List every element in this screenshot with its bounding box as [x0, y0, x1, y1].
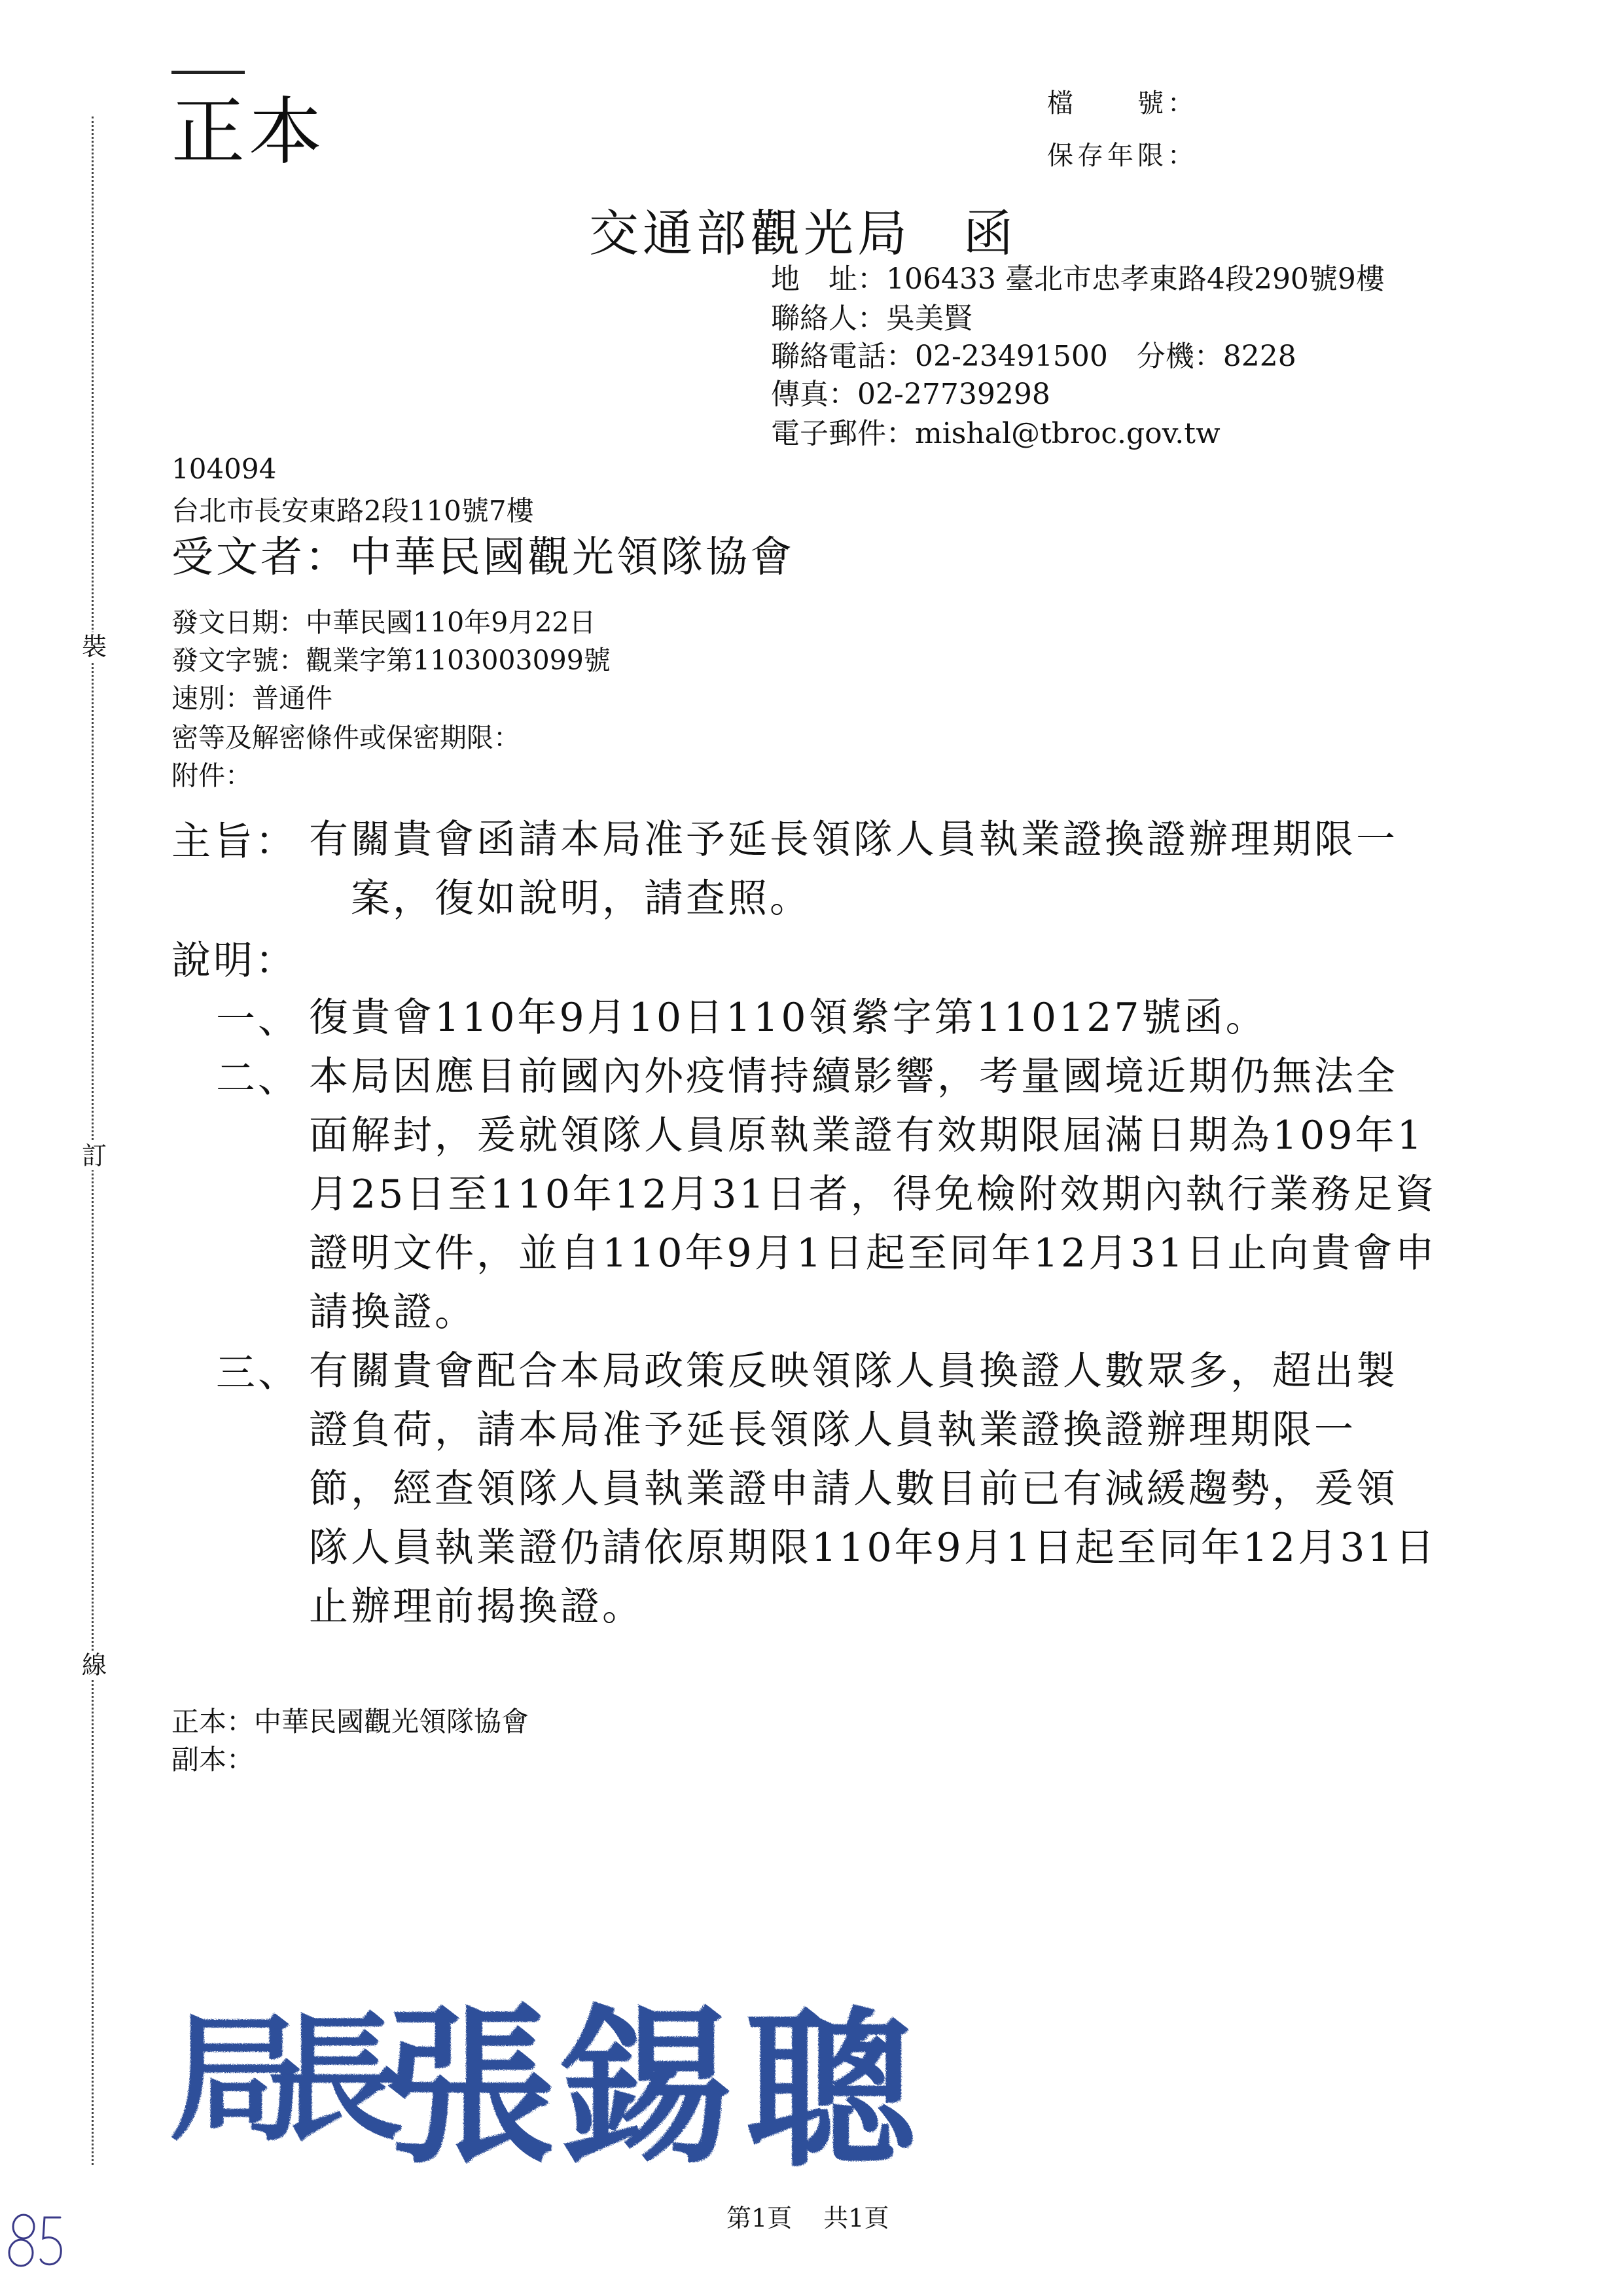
- item-marker: 二、: [216, 1056, 300, 1102]
- description-label: 說明：: [171, 938, 297, 984]
- item-line: 月25日至110年12月31日者，得免檢附效期內執行業務足資: [309, 1172, 1437, 1217]
- recipient-name: 受文者：中華民國觀光領隊協會: [171, 533, 794, 582]
- retention-period-label: 保存年限：: [1047, 141, 1198, 171]
- page-indicator: [726, 2198, 889, 2234]
- svg-text:長: 長: [267, 1998, 405, 2160]
- recipient-address: 台北市長安東路2段110號7樓: [171, 495, 534, 527]
- page-total: 共1頁: [823, 2204, 889, 2233]
- item-marker: 一、: [216, 997, 300, 1043]
- binding-mark-ding: 訂: [81, 1141, 107, 1170]
- document-type: 函: [963, 204, 1017, 262]
- contact-person: 聯絡人：吳美賢: [771, 302, 972, 335]
- issue-number: 發文字號：觀業字第1103003099號: [171, 645, 611, 676]
- item-line: 止辦理前揭換證。: [309, 1584, 644, 1630]
- binding-dotted-line: [92, 117, 94, 2165]
- original-recipient: 正本：中華民國觀光領隊協會: [171, 1706, 529, 1738]
- classification: 密等及解密條件或保密期限：: [171, 722, 520, 753]
- subject-line: 案，復如說明，請查照。: [309, 876, 812, 922]
- agency-name: 交通部觀光局: [589, 204, 911, 262]
- attachments: 附件：: [171, 760, 252, 791]
- copy-label: 正本: [171, 90, 326, 175]
- binding-mark-zhuang: 裝: [81, 632, 107, 661]
- item-line: 有關貴會配合本局政策反映領隊人員換證人數眾多，超出製: [309, 1348, 1398, 1394]
- recipient-postal-code: 104094: [171, 453, 277, 485]
- svg-text:錫: 錫: [562, 1988, 732, 2186]
- item-line: 本局因應目前國內外疫情持續影響，考量國境近期仍無法全: [309, 1054, 1398, 1100]
- item-line: 節，經查領隊人員執業證申請人數目前已有減緩趨勢，爰領: [309, 1466, 1398, 1512]
- svg-text:張: 張: [385, 1988, 555, 2186]
- subject-label: 主旨：: [171, 819, 297, 865]
- item-line: 復貴會110年9月10日110領縈字第110127號函。: [309, 995, 1268, 1041]
- file-number-label: 檔 號：: [1047, 88, 1198, 118]
- item-line: 請換證。: [309, 1289, 476, 1335]
- svg-text:局: 局: [169, 1998, 307, 2160]
- item-line: 面解封，爰就領隊人員原執業證有效期限屆滿日期為109年1: [309, 1113, 1425, 1158]
- page-number: 第1頁: [726, 2204, 793, 2233]
- contact-email: 電子郵件：mishal@tbroc.gov.tw: [771, 417, 1221, 450]
- item-line: 證負荷，請本局准予延長領隊人員執業證換證辦理期限一: [309, 1407, 1356, 1453]
- contact-phone: 聯絡電話：02-23491500 分機：8228: [771, 340, 1296, 373]
- binding-mark-xian: 線: [81, 1651, 107, 1679]
- sender-address: 地 址：106433 臺北市忠孝東路4段290號9樓: [771, 262, 1385, 296]
- item-line: 證明文件，並自110年9月1日起至同年12月31日止向貴會申: [309, 1230, 1437, 1276]
- copy-recipient: 副本：: [171, 1744, 255, 1776]
- svg-text:聰: 聰: [745, 1991, 915, 2186]
- item-marker: 三、: [216, 1350, 300, 1396]
- delivery-speed: 速別：普通件: [171, 683, 332, 714]
- item-line: 隊人員執業證仍請依原期限110年9月1日起至同年12月31日: [309, 1525, 1437, 1571]
- issue-date: 發文日期：中華民國110年9月22日: [171, 607, 596, 638]
- document-title: [589, 194, 1017, 265]
- subject-line: 有關貴會函請本局准予延長領隊人員執業證換證辦理期限一: [309, 817, 1398, 863]
- contact-fax: 傳真：02-27739298: [771, 378, 1050, 411]
- handwritten-note: [5, 2202, 71, 2274]
- signature-stamp: [169, 1937, 954, 2186]
